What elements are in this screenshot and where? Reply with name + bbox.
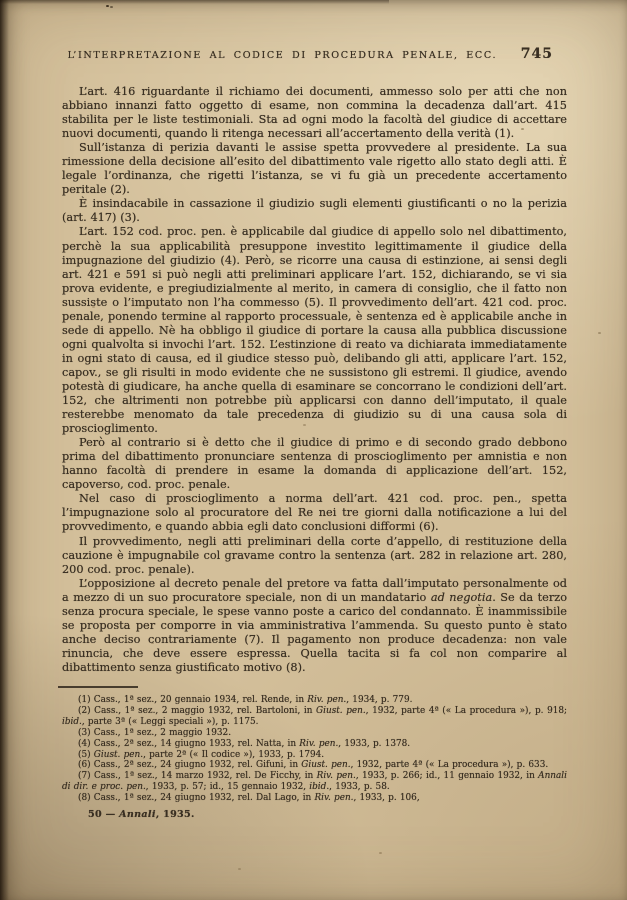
paragraph: Però al contrario si è detto che il giudice di primo e di secondo grado debbono prima del dibattimento pronunciare sentenza di proscioglimento per amnistia e non hanno facoltà di prendere in esame la domanda di applicazione dell’art. 152, capoverso, cod. proc. penale. [62,436,567,492]
paragraph: L’art. 416 riguardante il richiamo dei documenti, ammesso solo per atti che non abbiano innanzi fatto oggetto di esame, non commina la decadenza dall’art. 415 stabilita per le liste testimoniali. Sta ad ogni modo la facoltà del giudice di accettare nuovi documenti, quando li ritenga necessari all’accertamento della verità (1). [62,85,567,141]
paragraph: È insindacabile in cassazione il giudizio sugli elementi giustificanti o no la perizia (art. 417) (3). [62,197,567,225]
footnote: (1) Cass., 1ª sez., 20 gennaio 1934, rel. Rende, in Riv. pen., 1934, p. 779. [78,694,413,705]
page-top-edge-shadow [0,0,389,4]
body-text [62,85,567,675]
volume-signature-line: 50 — Annali, 1935. [88,809,195,821]
paragraph: L’opposizione al decreto penale del pretore va fatta dall’imputato personalmente od a mezzo di un suo procuratore speciale, non di un mandatario ad negotia. Se da terzo senza procura speciale, le spese vanno poste a carico del condannato. È inammissibile se proposta per comporre in via amministrativa l’ammenda. Su questo punto è stato anche deciso contrariamente (7). Il pagamento non produce decadenza: non vale rinuncia, che deve essere espressa. Quella tacita si fa col non comparire al dibattimento senza giustificato motivo (8). [62,576,568,674]
running-title: L’INTERPRETAZIONE AL CODICE DI PROCEDURA PENALE, ECC. [67,50,498,61]
paragraph: Sull’istanza di perizia davanti le assise spetta provvedere al presidente. La sua rimessione della decisione all’esito del dibattimento vale rigetto allo stato degli atti. È legale l’ordinanza, che rigetti l’istanza, se vi fu già un precedente accertamento peritale (2). [62,141,567,197]
paper-specks-texture [0,0,3,2]
footnote-separator-rule [58,686,138,688]
paragraph: Nel caso di proscioglimento a norma dell’art. 421 cod. proc. pen., spetta l’impugnazione solo al procuratore del Re nei tre giorni dalla notificazione a lui del provvedimento, e quando abbia egli dato conclusioni difformi (6). [62,492,567,534]
page-number: 745 [520,46,553,62]
footnote: (7) Cass., 1ª sez., 14 marzo 1932, rel. De Ficchy, in Riv. pen., 1933, p. 266; id., 11 gennaio 1932, in Annali di dir. e proc. pen., 1933, p. 57; id., 15 gennaio 1932, ibid., 1933, p. 58. [62,771,567,793]
paragraph: Il provvedimento, negli atti preliminari della corte d’appello, di restituzione della cauzione è impugnabile col gravame contro la sentenza (art. 282 in relazione art. 280, 200 cod. proc. penale). [62,534,567,576]
footnote: (2) Cass., 1ª sez., 2 maggio 1932, rel. Bartoloni, in Giust. pen., 1932, parte 4ª (« La procedura »), p. 918; ibid., parte 3ª (« Leggi speciali »), p. 1175. [62,705,567,727]
page-content [62,46,567,820]
running-header [62,46,567,62]
footnote: (3) Cass., 1ª sez., 2 maggio 1932. [78,727,232,738]
page-left-edge-shadow [0,0,9,900]
footnotes [62,695,567,804]
footnote: (5) Giust. pen., parte 2ª (« Il codice »), 1933, p. 1794. [78,749,325,760]
footnote: (8) Cass., 1ª sez., 24 giugno 1932, rel. Dal Lago, in Riv. pen., 1933, p. 106, [78,793,420,804]
paragraph: L’art. 152 cod. proc. pen. è applicabile dal giudice di appello solo nel dibattimento, perchè la sua applicabilità presuppone investito legittimamente il giudice della impugnazione del giudizio (4). Però, se ricorre una causa di estinzione, ai sensi degli art. 421 e 591 si può negli atti preliminari applicare l’art. 152, dichiarando, se vi sia prova evidente, e pregiudizialmente al merito, in camera di consiglio, che il fatto non sussiste o l’imputato non l’ha commesso (5). Il provvedimento dell’art. 421 cod. proc. penale, ponendo termine al rapporto processuale, è sentenza ed è applicabile anche in sede di appello. Nè ha obbligo il giudice di portare la causa alla pubblica discussione ogni qualvolta si invochi l’art. 152. L’estinzione di reato va dichiarata immediatamente in ogni stato di causa, ed il giudice stesso può, delibando gli atti, applicare l’art. 152, capov., se gli risulti in modo evidente che ne sussistono gli estremi. Il giudice, avendo potestà di giudicare, ha anche quella di esaminare se concorrano le condizioni dell’art. 152, che altrimenti non potrebbe più applicarsi con danno dell’imputato, il quale resterebbe menomato da tale precedenza di giudizio su di una causa sola di proscioglimento. [62,225,567,436]
footnote: (4) Cass., 2ª sez., 14 giugno 1933, rel. Natta, in Riv. pen., 1933, p. 1378. [78,738,411,749]
footnote: (6) Cass., 2ª sez., 24 giugno 1932, rel. Gifuni, in Giust. pen., 1932, parte 4ª (« La procedura »), p. 633. [78,760,549,771]
